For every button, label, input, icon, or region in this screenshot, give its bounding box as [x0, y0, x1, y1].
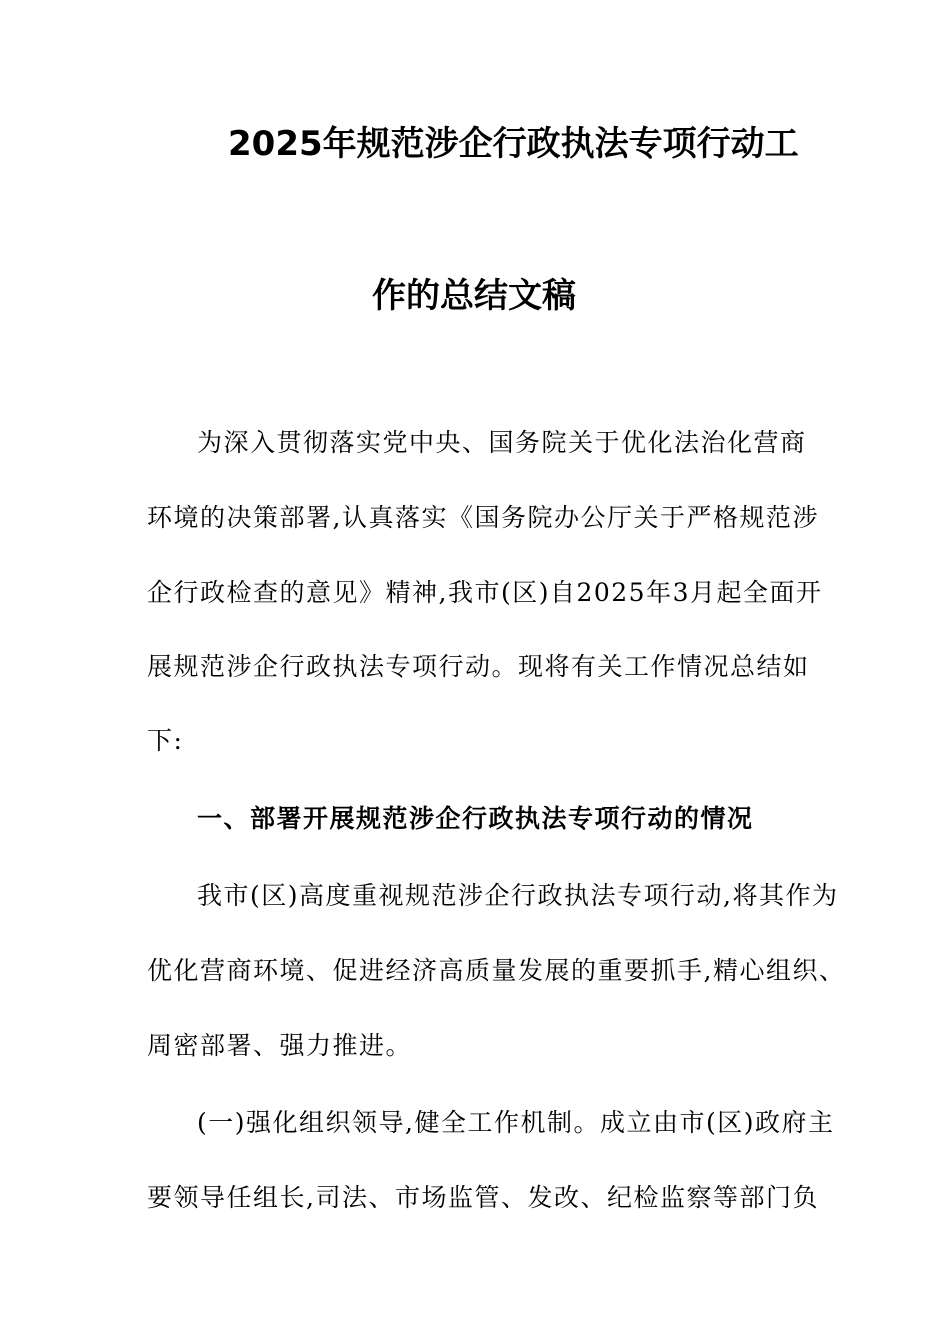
- paragraph-line: 我市(区)高度重视规范涉企行政执法专项行动,将其作为: [197, 881, 839, 910]
- section-heading: 一、部署开展规范涉企行政执法专项行动的情况: [197, 804, 754, 833]
- paragraph-line: 展规范涉企行政执法专项行动。现将有关工作情况总结如: [147, 652, 810, 681]
- document-title-line-1: 2025年规范涉企行政执法专项行动工: [228, 124, 799, 164]
- paragraph-line: 下:: [147, 726, 184, 755]
- paragraph-line: 周密部署、强力推进。: [147, 1031, 413, 1060]
- paragraph-line: 企行政检查的意见》精神,我市(区)自2025年3月起全面开: [147, 578, 823, 607]
- paragraph-line: 优化营商环境、促进经济高质量发展的重要抓手,精心组织、: [147, 956, 846, 985]
- paragraph-line: 环境的决策部署,认真落实《国务院办公厅关于严格规范涉: [147, 503, 819, 532]
- paragraph-line: 为深入贯彻落实党中央、国务院关于优化法治化营商: [197, 428, 807, 457]
- paragraph-line: (一)强化组织领导,健全工作机制。成立由市(区)政府主: [197, 1108, 835, 1137]
- document-title-line-2: 作的总结文稿: [372, 276, 576, 316]
- paragraph-line: 要领导任组长,司法、市场监管、发改、纪检监察等部门负: [147, 1183, 819, 1212]
